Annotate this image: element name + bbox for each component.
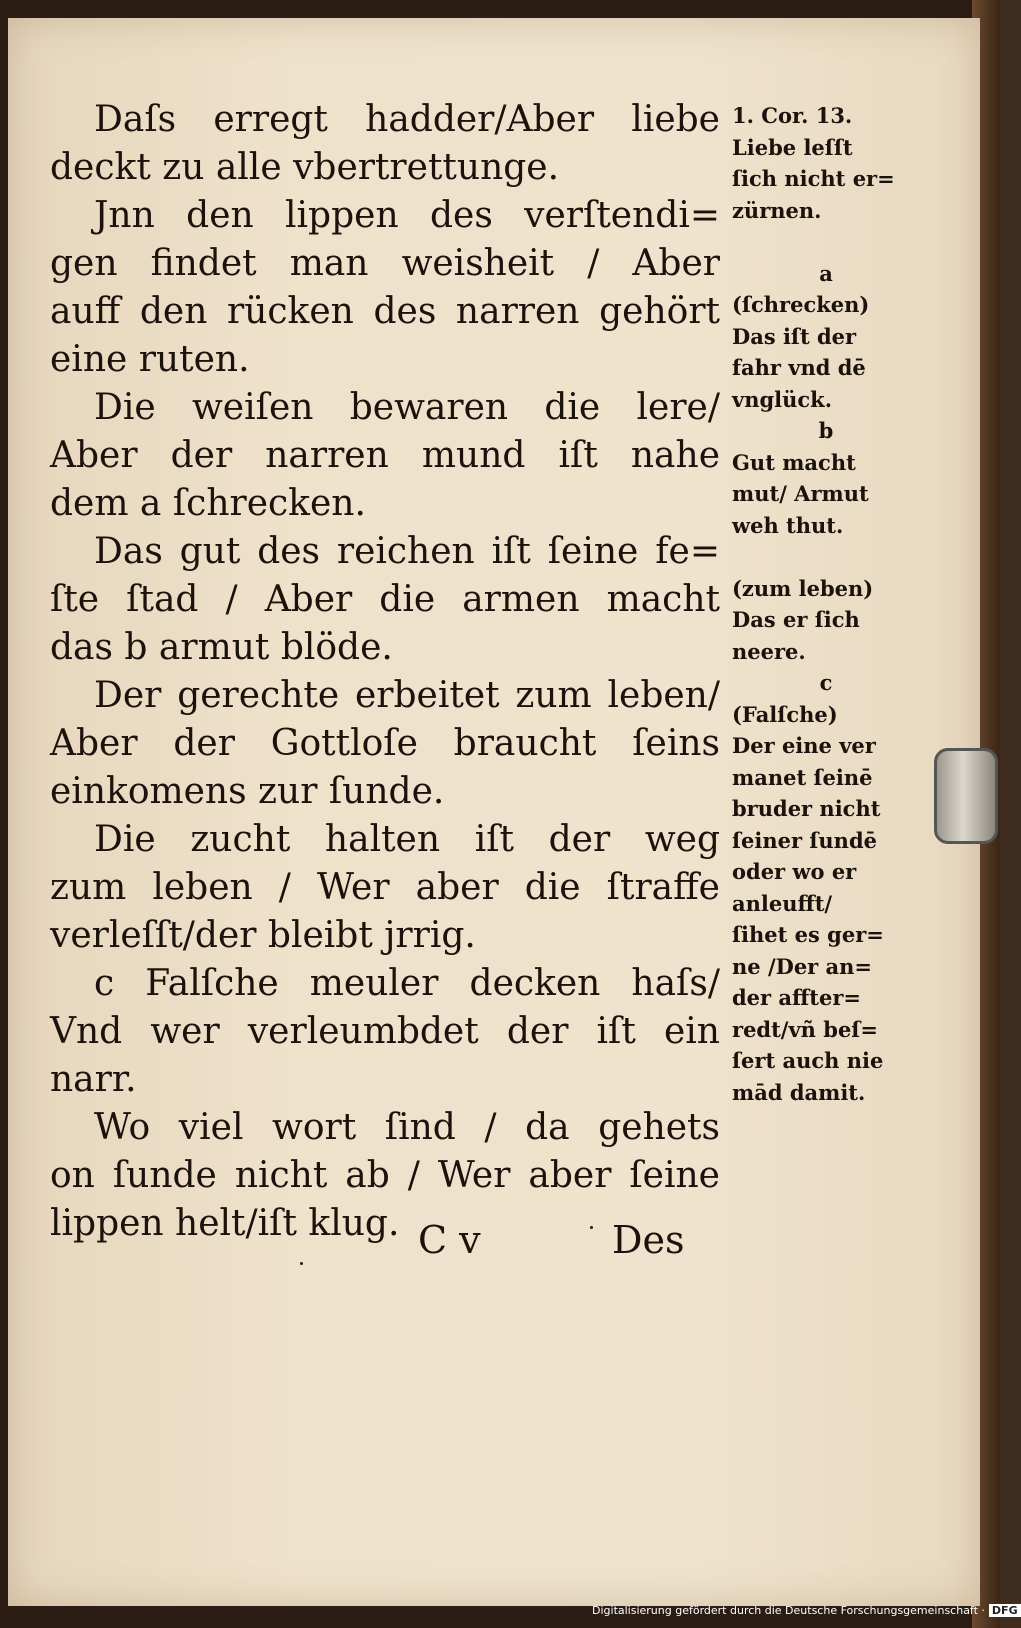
margin-note-line: ſeiner ſundē — [732, 827, 877, 853]
margin-note-line: redt/vñ beſ= — [732, 1016, 878, 1042]
margin-note-line: ſihet es ger= — [732, 922, 884, 947]
margin-note-line: zürnen. — [732, 197, 822, 223]
text-line: gen findet man weisheit / Aber — [50, 243, 720, 284]
text-line: Aber der narren mund iſt nahe — [50, 435, 720, 476]
margin-note-line: (ſchrecken) — [732, 292, 870, 317]
margin-note-marker: b — [818, 418, 834, 443]
margin-note-line: mād damit. — [732, 1079, 866, 1105]
book-clasp — [934, 748, 998, 844]
margin-note-line: ſert auch nie — [732, 1048, 884, 1073]
margin-note-line: Das iſt der — [732, 323, 857, 349]
margin-note-line: vnglück. — [732, 386, 833, 412]
text-line: einkomens zur ſunde. — [50, 771, 445, 812]
margin-note-line: Liebe leſſt — [732, 134, 853, 160]
margin-note-line — [732, 226, 920, 258]
margin-note-line: neere. — [732, 638, 806, 664]
text-line: das b armut blöde. — [50, 627, 393, 668]
text-line: Vnd wer verleumbdet der iſt ein — [50, 1011, 720, 1052]
signature-mark: C v — [418, 1218, 481, 1262]
text-line: on ſunde nicht ab / Wer aber ſeine — [50, 1155, 720, 1196]
text-line: Das gut des reichen iſt ſeine fe= — [94, 531, 720, 572]
text-line: Die zucht halten iſt der weg — [94, 819, 720, 860]
text-line: eine ruten. — [50, 339, 250, 380]
text-line: zum leben / Wer aber die ſtraffe — [50, 867, 720, 908]
text-line: ſte ſtad / Aber die armen macht — [50, 579, 720, 620]
text-line: Aber der Gottloſe braucht ſeins — [50, 723, 720, 764]
text-line: verleſſt/der bleibt jrrig. — [50, 915, 476, 956]
margin-note-line: Der eine ver — [732, 733, 876, 758]
margin-note-line: mut/ Armut — [732, 481, 869, 506]
margin-note-line: fahr vnd dē — [732, 355, 866, 380]
margin-note-line: ſich nicht er= — [732, 166, 895, 191]
text-line: Daſs erregt hadder/Aber liebe — [94, 99, 720, 140]
text-line: c Falſche meuler decken haſs/ — [94, 963, 720, 1004]
margin-note-line: 1. Cor. 13. — [732, 103, 853, 128]
margin-note-line — [732, 541, 920, 573]
text-line: deckt zu alle vbertrettunge. — [50, 147, 560, 188]
text-line: auff den rücken des narren gehört — [50, 291, 720, 332]
margin-note-line: (Falſche) — [732, 701, 838, 727]
margin-note-line: (zum leben) — [732, 575, 874, 601]
margin-note-line: manet ſeinē — [732, 764, 873, 790]
credit-text: Digitalisierung gefördert durch die Deutsche Forschungsgemeinschaft · — [592, 1604, 985, 1617]
text-line: lippen helt/iſt klug. — [50, 1203, 400, 1244]
margin-note-line: ne /Der an= — [732, 953, 873, 979]
ink-speck — [300, 1262, 303, 1265]
margin-notes — [732, 100, 920, 1108]
text-line: Jnn den lippen des verſtendi= — [94, 195, 720, 236]
text-line: narr. — [50, 1059, 137, 1100]
digitization-credit — [592, 1604, 1021, 1617]
main-text-block — [50, 96, 720, 1248]
margin-note-line: anleufft/ — [732, 890, 833, 916]
margin-note-line: oder wo er — [732, 859, 857, 884]
margin-note-marker: c — [819, 670, 833, 695]
text-line: Die weiſen bewaren die lere/ — [94, 387, 720, 428]
dfg-logo: DFG — [989, 1604, 1021, 1617]
text-line: Wo viel wort ſind / da gehets — [94, 1107, 720, 1148]
margin-note-marker: a — [819, 260, 833, 286]
margin-note-line: Gut macht — [732, 449, 856, 475]
text-line: dem a ſchrecken. — [50, 483, 366, 524]
catchword: Des — [612, 1218, 685, 1262]
margin-note-line: bruder nicht — [732, 796, 881, 821]
margin-note-line: weh thut. — [732, 512, 844, 538]
text-line: Der gerechte erbeitet zum leben/ — [94, 675, 720, 716]
margin-note-line: Das er ſich — [732, 607, 860, 632]
margin-note-line: der affter= — [732, 985, 861, 1010]
